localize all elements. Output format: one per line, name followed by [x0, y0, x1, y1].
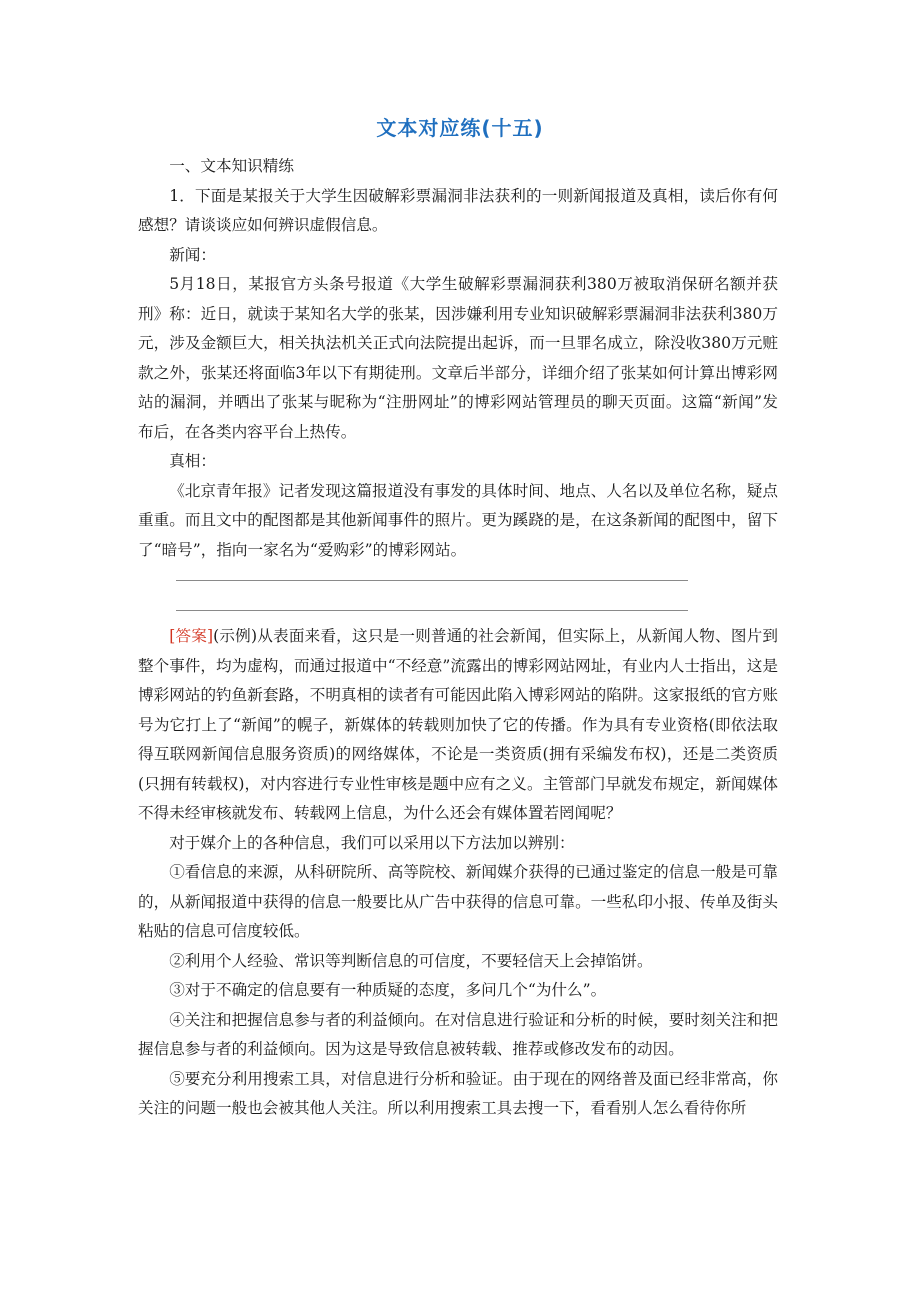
- answer-blank-line-1: [176, 580, 688, 581]
- page-title: 文本对应练(十五): [376, 116, 544, 140]
- news-body: 5月18日，某报官方头条号报道《大学生破解彩票漏洞获利380万被取消保研名额并获刑》称：近日，就读于某知名大学的张某，因涉嫌利用专业知识破解彩票漏洞非法获利380万元，涉及金额巨大，相关执法机关正式向法院提出起诉，而一旦罪名成立，除没收380万元赃款之外，张某还将面临3年以下有期徒刑。文章后半部分，详细介绍了张某如何计算出博彩网站的漏洞，并晒出了张某与昵称为“注册网址”的博彩网站管理员的聊天页面。这篇“新闻”发布后，在各类内容平台上热传。: [138, 275, 778, 441]
- truth-label: 真相：: [169, 452, 216, 470]
- method-item: ⑤要充分利用搜索工具，对信息进行分析和验证。由于现在的网络普及面已经非常高，你关注的问题一般也会被其他人关注。所以利用搜索工具去搜一下，看看别人怎么看待你所: [138, 1069, 778, 1117]
- answer-tag: [答案]: [169, 627, 214, 645]
- method-item: ④关注和把握信息参与者的利益倾向。在对信息进行验证和分析的时候，要时刻关注和把握信息参与者的利益倾向。因为这是导致信息被转载、推荐或修改发布的动因。: [138, 1010, 778, 1058]
- answer-body: (示例)从表面来看，这只是一则普通的社会新闻，但实际上，从新闻人物、图片到整个事件，均为虚构，而通过报道中“不经意”流露出的博彩网站网址，有业内人士指出，这是博彩网站的钓鱼新套路，不明真相的读者有可能因此陷入博彩网站的陷阱。这家报纸的官方账号为它打上了“新闻”的幌子，新媒体的转载则加快了它的传播。作为具有专业资格(即依法取得互联网新闻信息服务资质)的网络媒体，不论是一类资质(拥有采编发布权)，还是二类资质(只拥有转载权)，对内容进行专业性审核是题中应有之义。主管部门早就发布规定，新闻媒体不得未经审核就发布、转载网上信息，为什么还会有媒体置若罔闻呢？: [138, 627, 778, 822]
- news-label: 新闻：: [169, 245, 216, 264]
- answer-blank-line-2: [176, 610, 688, 611]
- document-body: [138, 152, 778, 1124]
- method-item: ①看信息的来源，从科研院所、高等院校、新闻媒介获得的已通过鉴定的信息一般是可靠的，从新闻报道中获得的信息一般要比从广告中获得的信息可靠。一些私印小报、传单及街头粘贴的信息可信度较低。: [138, 863, 778, 940]
- method-item: ②利用个人经验、常识等判断信息的可信度，不要轻信天上会掉馅饼。: [169, 951, 653, 970]
- question-text: 1．下面是某报关于大学生因破解彩票漏洞非法获利的一则新闻报道及真相，读后你有何感想？请谈谈应如何辨识虚假信息。: [138, 186, 778, 234]
- section-heading: 一、文本知识精练: [169, 157, 294, 175]
- method-item: ③对于不确定的信息要有一种质疑的态度，多问几个“为什么”。: [169, 981, 607, 999]
- methods-intro: 对于媒介上的各种信息，我们可以采用以下方法加以辨别：: [169, 833, 575, 852]
- answer-paragraph: [138, 622, 778, 829]
- truth-body: 《北京青年报》记者发现这篇报道没有事发的具体时间、地点、人名以及单位名称，疑点重重。而且文中的配图都是其他新闻事件的照片。更为蹊跷的是，在这条新闻的配图中，留下了“暗号”，指向一家名为“爱购彩”的博彩网站。: [138, 481, 778, 559]
